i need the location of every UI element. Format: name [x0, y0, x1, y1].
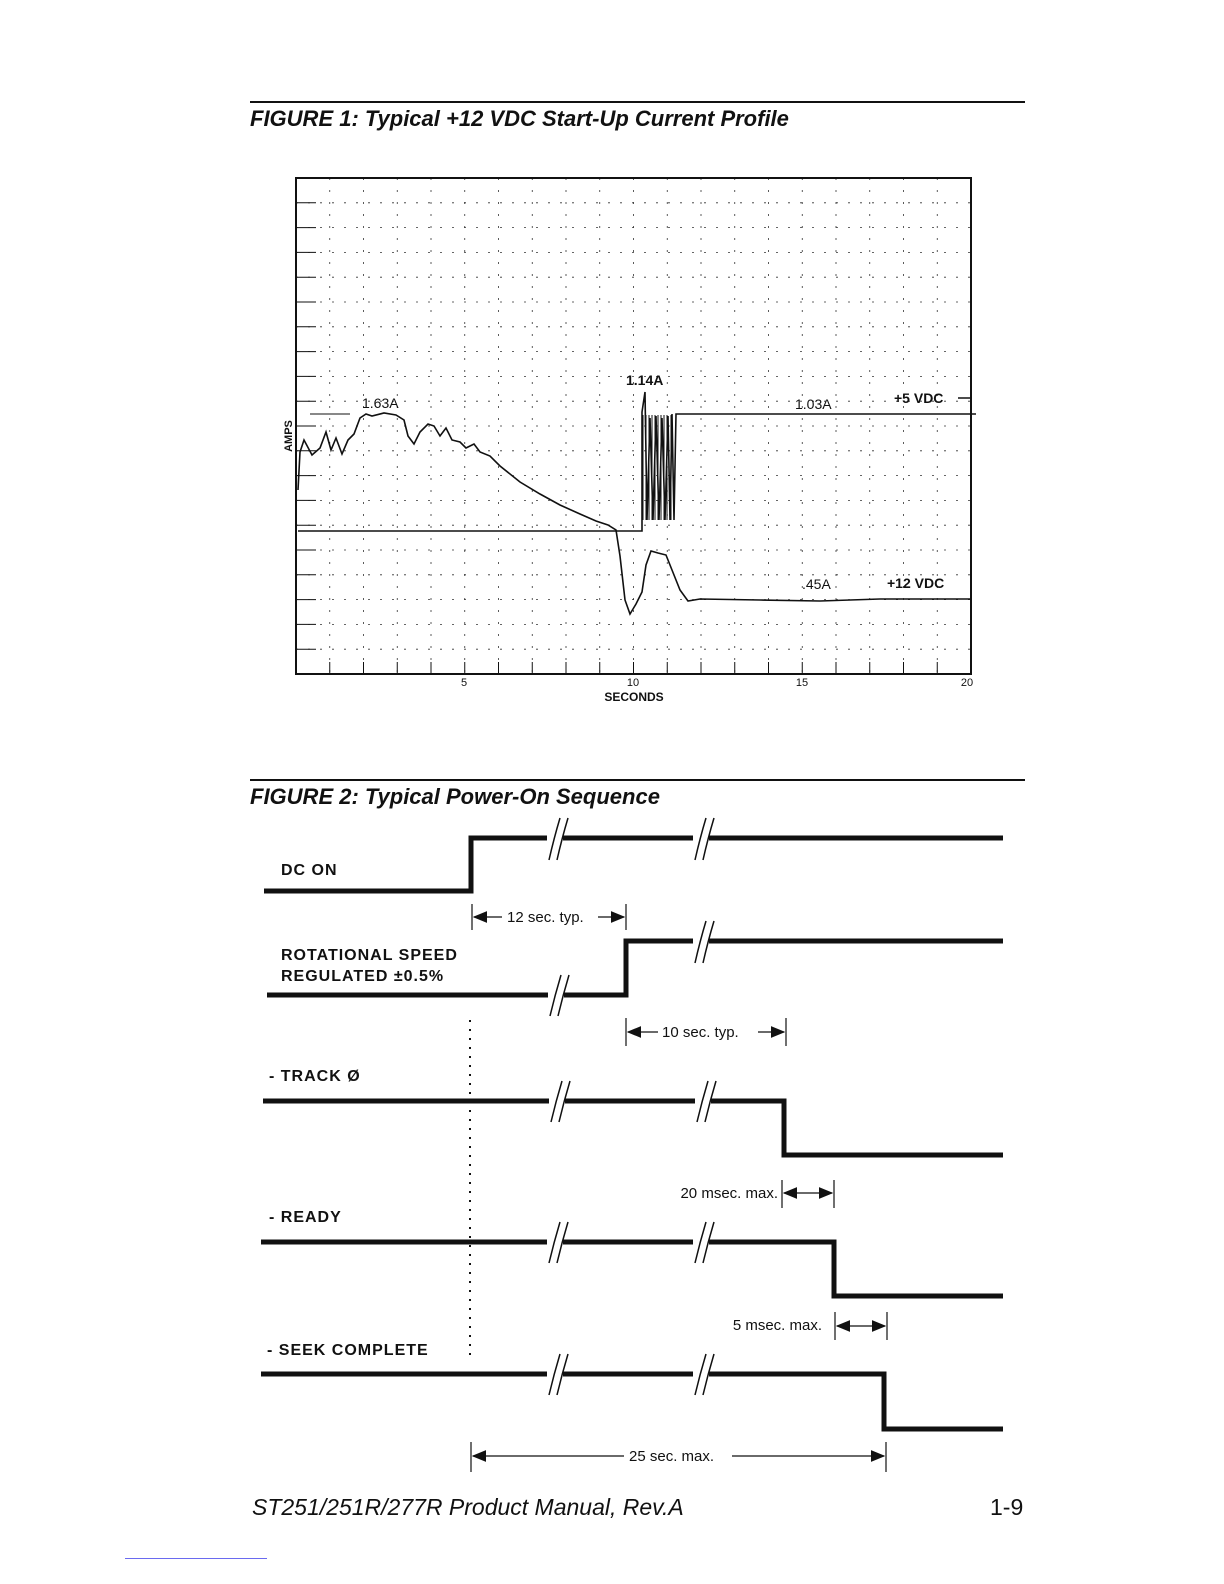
- waveform-seek-complete: [261, 1374, 1003, 1429]
- waveform-dc-on: [264, 838, 1003, 891]
- label-5vdc: +5 VDC: [894, 390, 944, 406]
- y-axis-label: AMPS: [283, 420, 295, 452]
- x-tick-5: 5: [460, 677, 468, 689]
- signal-label-regulated: REGULATED ±0.5%: [281, 968, 445, 985]
- label-1-14a: 1.14A: [626, 372, 664, 388]
- break-mark: [693, 1222, 714, 1263]
- break-mark: [695, 1081, 716, 1122]
- footer-link-underline: [125, 1558, 267, 1559]
- signal-label-seek-complete: - SEEK COMPLETE: [267, 1342, 429, 1359]
- series-5vdc-line: [298, 392, 976, 531]
- signal-label-dc-on: DC ON: [281, 862, 338, 879]
- break-mark: [693, 818, 714, 860]
- timing-12sec: 12 sec. typ.: [507, 909, 584, 926]
- break-mark: [547, 818, 568, 860]
- break-mark: [548, 975, 569, 1016]
- x-tick-15: 15: [795, 677, 809, 689]
- timing-5msec: 5 msec. max.: [732, 1317, 822, 1334]
- break-mark: [693, 921, 714, 963]
- waveform-ready: [261, 1242, 1003, 1296]
- x-axis-label: SECONDS: [604, 690, 664, 704]
- x-tick-10: 10: [626, 677, 640, 689]
- label-1-63a: 1.63A: [362, 395, 399, 411]
- timing-20msec: 20 msec. max.: [680, 1185, 778, 1202]
- x-tick-20: 20: [960, 677, 974, 689]
- label-045a: .45A: [802, 576, 831, 592]
- footer-manual-title: ST251/251R/277R Product Manual, Rev.A: [252, 1494, 684, 1520]
- timing-25sec: 25 sec. max.: [629, 1448, 715, 1465]
- signal-label-rotational-speed: ROTATIONAL SPEED: [281, 947, 458, 964]
- label-12vdc: +12 VDC: [887, 575, 945, 591]
- chart-horizontal-gridlines: [296, 203, 971, 649]
- signal-label-track0: - TRACK Ø: [269, 1068, 361, 1085]
- waveform-rotational-speed: [267, 941, 1003, 995]
- break-mark: [547, 1354, 568, 1395]
- footer-page-number: 1-9: [990, 1494, 1024, 1520]
- break-mark: [547, 1222, 568, 1263]
- signal-label-ready: - READY: [269, 1209, 342, 1226]
- break-mark: [693, 1354, 714, 1395]
- figure1-title: FIGURE 1: Typical +12 VDC Start-Up Current Profile: [250, 106, 789, 131]
- figure2-title: FIGURE 2: Typical Power-On Sequence: [250, 784, 660, 809]
- break-mark: [549, 1081, 570, 1122]
- label-1-03a: 1.03A: [795, 396, 832, 412]
- current-profile-chart: [0, 0, 1224, 720]
- timing-10sec: 10 sec. typ.: [662, 1024, 739, 1041]
- waveform-track0: [263, 1101, 1003, 1155]
- figure2-top-rule: [250, 779, 1025, 781]
